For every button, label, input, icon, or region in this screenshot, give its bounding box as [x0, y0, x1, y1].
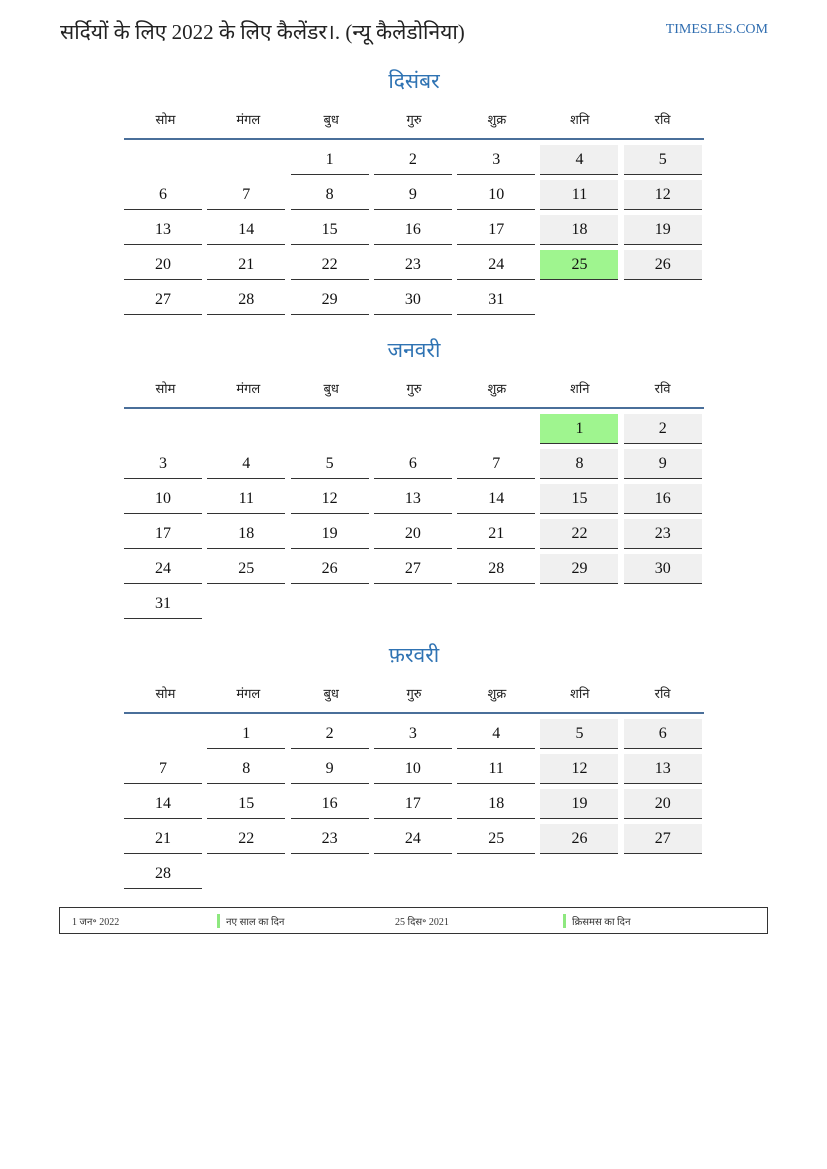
empty-cell [124, 414, 202, 444]
day-cell: 29 [291, 285, 369, 315]
day-cell: 28 [207, 285, 285, 315]
month-title: फ़रवरी [388, 643, 440, 667]
day-cell: 23 [624, 519, 702, 549]
day-cell: 30 [374, 285, 452, 315]
month-title: जनवरी [387, 338, 441, 362]
day-cell: 10 [124, 484, 202, 514]
holiday-day-cell: 25 [540, 250, 618, 280]
day-cell: 11 [457, 754, 535, 784]
weekday-header [124, 369, 704, 409]
empty-cell [291, 414, 369, 444]
day-cell: 10 [457, 180, 535, 210]
day-cell: 26 [291, 554, 369, 584]
day-cell: 13 [124, 215, 202, 245]
day-cell: 4 [207, 449, 285, 479]
day-cell: 20 [624, 789, 702, 819]
day-cell: 20 [374, 519, 452, 549]
day-cell: 3 [374, 719, 452, 749]
day-cell: 23 [374, 250, 452, 280]
day-cell: 6 [374, 449, 452, 479]
day-cell: 13 [374, 484, 452, 514]
empty-cell [124, 145, 202, 175]
day-cell: 5 [291, 449, 369, 479]
day-cell: 2 [374, 145, 452, 175]
day-cell: 8 [207, 754, 285, 784]
day-cell: 8 [540, 449, 618, 479]
day-cell: 16 [291, 789, 369, 819]
weekday-label: शुक्र [487, 112, 507, 127]
day-cell: 27 [374, 554, 452, 584]
weekday-label: शनि [570, 381, 590, 396]
day-cell: 31 [124, 589, 202, 619]
day-cell: 25 [457, 824, 535, 854]
weekday-label: रवि [654, 381, 671, 396]
day-cell: 18 [540, 215, 618, 245]
day-cell: 22 [540, 519, 618, 549]
day-cell: 24 [457, 250, 535, 280]
empty-cell [124, 719, 202, 749]
day-cell: 12 [291, 484, 369, 514]
day-cell: 9 [291, 754, 369, 784]
day-cell: 16 [624, 484, 702, 514]
month-january [124, 335, 704, 619]
weekday-header [124, 100, 704, 140]
day-cell: 3 [124, 449, 202, 479]
day-cell: 15 [291, 215, 369, 245]
holiday-day-cell: 1 [540, 414, 618, 444]
day-cell: 16 [374, 215, 452, 245]
day-cell: 21 [124, 824, 202, 854]
weekday-label: शुक्र [487, 381, 507, 396]
month-december [124, 66, 704, 315]
day-cell: 7 [207, 180, 285, 210]
day-cell: 6 [124, 180, 202, 210]
day-cell: 31 [457, 285, 535, 315]
weekday-label: बुध [323, 112, 339, 127]
weekday-label: बुध [323, 686, 339, 701]
day-grid [124, 414, 704, 619]
day-cell: 5 [540, 719, 618, 749]
weekday-label: रवि [654, 686, 671, 701]
day-cell: 9 [624, 449, 702, 479]
empty-cell [207, 145, 285, 175]
day-cell: 1 [207, 719, 285, 749]
day-cell: 26 [540, 824, 618, 854]
day-cell: 22 [291, 250, 369, 280]
weekday-label: सोम [155, 112, 176, 127]
day-cell: 14 [207, 215, 285, 245]
day-cell: 3 [457, 145, 535, 175]
day-cell: 17 [457, 215, 535, 245]
empty-cell [457, 414, 535, 444]
day-cell: 19 [291, 519, 369, 549]
weekday-label: मंगल [236, 686, 261, 701]
page-title: सर्दियों के लिए 2022 के लिए कैलेंडर।. (न्यू कैलेडोनिया) [60, 20, 465, 44]
day-cell: 14 [124, 789, 202, 819]
day-cell: 7 [124, 754, 202, 784]
day-cell: 18 [457, 789, 535, 819]
day-cell: 27 [124, 285, 202, 315]
day-cell: 28 [457, 554, 535, 584]
day-cell: 11 [540, 180, 618, 210]
day-cell: 26 [624, 250, 702, 280]
weekday-label: मंगल [236, 112, 261, 127]
day-cell: 15 [540, 484, 618, 514]
day-cell: 1 [291, 145, 369, 175]
weekday-label: मंगल [236, 381, 261, 396]
holiday-legend [59, 907, 768, 934]
day-cell: 10 [374, 754, 452, 784]
weekday-label: गुरु [406, 686, 422, 701]
day-cell: 20 [124, 250, 202, 280]
empty-cell [207, 414, 285, 444]
day-cell: 22 [207, 824, 285, 854]
legend-date: 25 दिस॰ 2021 [395, 916, 449, 928]
day-cell: 8 [291, 180, 369, 210]
day-cell: 12 [540, 754, 618, 784]
day-grid [124, 145, 704, 315]
weekday-label: शनि [570, 112, 590, 127]
day-cell: 25 [207, 554, 285, 584]
day-cell: 23 [291, 824, 369, 854]
day-cell: 21 [457, 519, 535, 549]
day-cell: 2 [291, 719, 369, 749]
day-grid [124, 719, 704, 889]
day-cell: 18 [207, 519, 285, 549]
day-cell: 2 [624, 414, 702, 444]
weekday-header [124, 674, 704, 714]
month-february [124, 640, 704, 889]
day-cell: 30 [624, 554, 702, 584]
weekday-label: शुक्र [487, 686, 507, 701]
day-cell: 4 [457, 719, 535, 749]
day-cell: 12 [624, 180, 702, 210]
day-cell: 11 [207, 484, 285, 514]
day-cell: 15 [207, 789, 285, 819]
weekday-label: रवि [654, 112, 671, 127]
month-title: दिसंबर [388, 69, 440, 93]
legend-date: 1 जन॰ 2022 [72, 916, 120, 928]
weekday-label: बुध [323, 381, 339, 396]
day-cell: 19 [540, 789, 618, 819]
day-cell: 9 [374, 180, 452, 210]
weekday-label: सोम [155, 381, 176, 396]
empty-cell [374, 414, 452, 444]
weekday-label: गुरु [406, 112, 422, 127]
day-cell: 13 [624, 754, 702, 784]
day-cell: 21 [207, 250, 285, 280]
day-cell: 29 [540, 554, 618, 584]
site-link[interactable]: TIMESLES.COM [665, 22, 768, 37]
legend-holiday-name: नए साल का दिन [217, 914, 395, 928]
day-cell: 17 [124, 519, 202, 549]
weekday-label: सोम [155, 686, 176, 701]
day-cell: 5 [624, 145, 702, 175]
day-cell: 27 [624, 824, 702, 854]
day-cell: 19 [624, 215, 702, 245]
day-cell: 4 [540, 145, 618, 175]
legend-holiday-name: क्रिसमस का दिन [563, 914, 631, 928]
weekday-label: शनि [570, 686, 590, 701]
day-cell: 28 [124, 859, 202, 889]
day-cell: 14 [457, 484, 535, 514]
day-cell: 24 [124, 554, 202, 584]
day-cell: 6 [624, 719, 702, 749]
weekday-label: गुरु [406, 381, 422, 396]
day-cell: 24 [374, 824, 452, 854]
day-cell: 7 [457, 449, 535, 479]
day-cell: 17 [374, 789, 452, 819]
